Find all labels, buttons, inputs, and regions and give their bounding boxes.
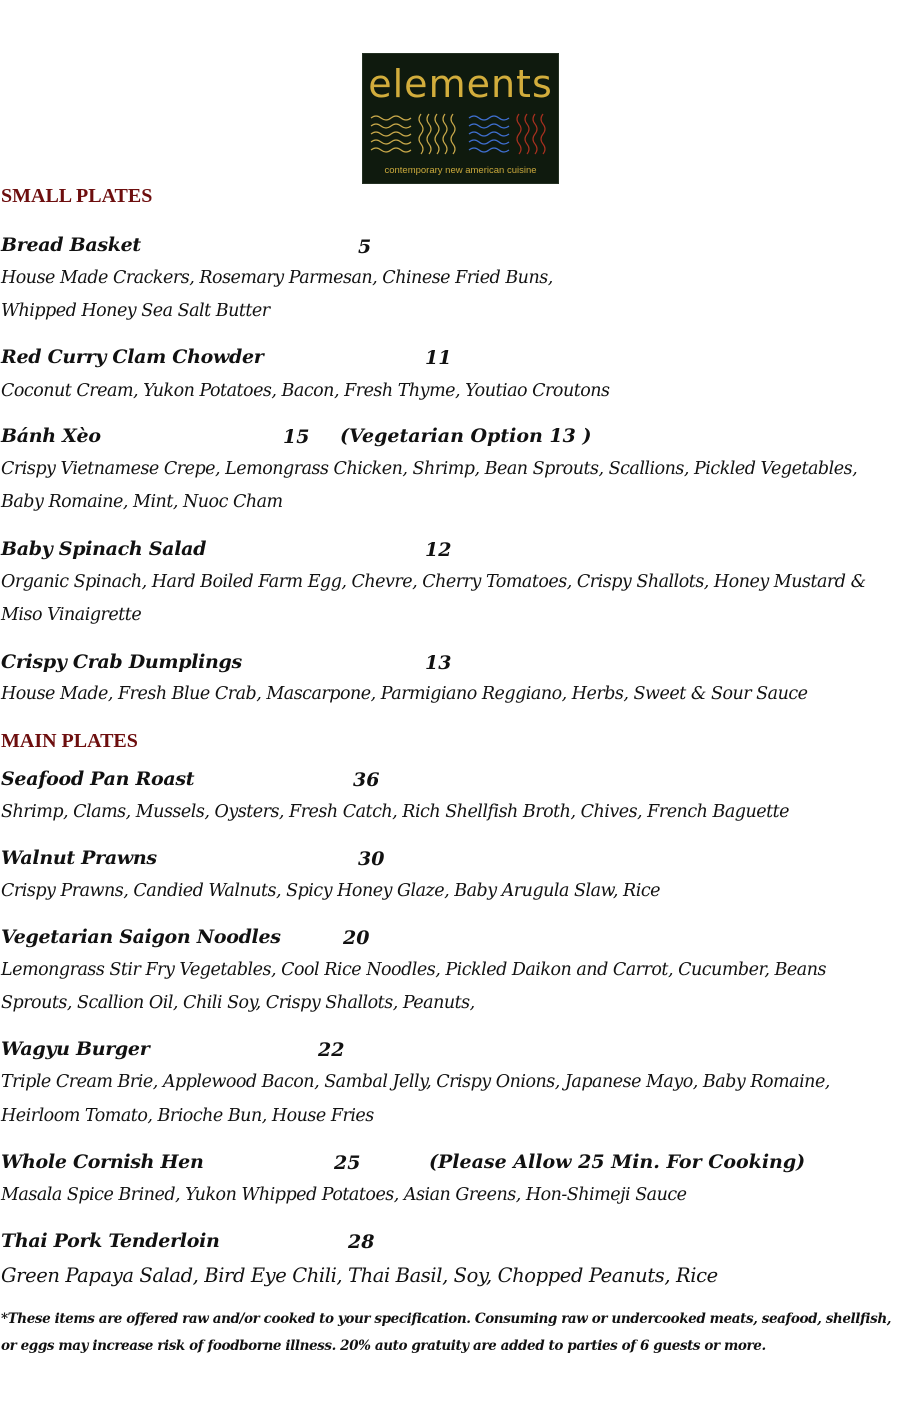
item-desc-pork-tenderloin-1: Green Papaya Salad, Bird Eye Chili, Thai Basil, Soy, Chopped Peanuts, Rice <box>1 1264 718 1287</box>
gold-horizontal-waves <box>371 116 411 152</box>
item-name-bread-basket: Bread Basket <box>1 234 141 256</box>
small-plates-heading: SMALL PLATES <box>1 185 153 207</box>
main-plates-heading: MAIN PLATES <box>1 730 138 752</box>
item-price-wagyu-burger: 22 <box>318 1039 345 1061</box>
item-price-banh-xeo: 15 <box>283 426 310 448</box>
item-desc-banh-xeo-1: Crispy Vietnamese Crepe, Lemongrass Chicken, Shrimp, Bean Sprouts, Scallions, Pickled Vegetables, <box>1 459 858 479</box>
item-name-spinach-salad: Baby Spinach Salad <box>1 538 207 560</box>
item-name-crab-dumplings: Crispy Crab Dumplings <box>1 651 242 673</box>
item-name-pork-tenderloin: Thai Pork Tenderloin <box>1 1230 220 1252</box>
item-desc-cornish-hen-1: Masala Spice Brined, Yukon Whipped Potatoes, Asian Greens, Hon-Shimeji Sauce <box>1 1185 687 1205</box>
item-price-walnut-prawns: 30 <box>358 848 385 870</box>
item-name-walnut-prawns: Walnut Prawns <box>1 847 157 869</box>
wave-lines-icon <box>369 112 554 157</box>
item-desc-wagyu-burger-1: Triple Cream Brie, Applewood Bacon, Sambal Jelly, Crispy Onions, Japanese Mayo, Baby Romaine, <box>1 1072 830 1092</box>
item-desc-bread-basket-1: House Made Crackers, Rosemary Parmesan, Chinese Fried Buns, <box>1 268 553 288</box>
logo-wordmark: elements <box>368 62 553 106</box>
item-desc-bread-basket-2: Whipped Honey Sea Salt Butter <box>1 301 270 321</box>
item-desc-saigon-noodles-1: Lemongrass Stir Fry Vegetables, Cool Rice Noodles, Pickled Daikon and Carrot, Cucumber, Beans <box>1 960 826 980</box>
item-name-clam-chowder: Red Curry Clam Chowder <box>1 346 264 368</box>
item-desc-seafood-pan-roast-1: Shrimp, Clams, Mussels, Oysters, Fresh Catch, Rich Shellfish Broth, Chives, French Baguette <box>1 802 789 822</box>
item-desc-banh-xeo-2: Baby Romaine, Mint, Nuoc Cham <box>1 492 283 512</box>
restaurant-logo <box>362 53 559 184</box>
food-safety-footnote: *These items are offered raw and/or cooked to your specification. Consuming raw or undercooked meats, seafood, shellfish, or eggs may increase risk of foodborne illness. 20% auto gratuity are added to parties of 6 guests or more. <box>1 1311 892 1354</box>
item-price-seafood-pan-roast: 36 <box>353 769 380 791</box>
item-note-banh-xeo: (Vegetarian Option 13 ) <box>340 425 592 447</box>
item-price-cornish-hen: 25 <box>334 1152 361 1174</box>
item-price-crab-dumplings: 13 <box>425 652 452 674</box>
gold-vertical-waves <box>419 114 455 154</box>
item-price-saigon-noodles: 20 <box>343 927 370 949</box>
item-desc-clam-chowder-1: Coconut Cream, Yukon Potatoes, Bacon, Fresh Thyme, Youtiao Croutons <box>1 381 610 401</box>
item-price-bread-basket: 5 <box>358 236 372 258</box>
item-price-spinach-salad: 12 <box>425 539 452 561</box>
red-vertical-waves <box>517 114 545 154</box>
item-desc-spinach-salad-1: Organic Spinach, Hard Boiled Farm Egg, Chevre, Cherry Tomatoes, Crispy Shallots, Honey Mustard & <box>1 572 866 592</box>
item-desc-crab-dumplings-1: House Made, Fresh Blue Crab, Mascarpone, Parmigiano Reggiano, Herbs, Sweet & Sour Sauce <box>1 684 808 704</box>
item-price-pork-tenderloin: 28 <box>348 1231 375 1253</box>
blue-horizontal-waves <box>469 116 509 152</box>
item-name-cornish-hen: Whole Cornish Hen <box>1 1151 204 1173</box>
item-name-seafood-pan-roast: Seafood Pan Roast <box>1 768 195 790</box>
item-note-cornish-hen: (Please Allow 25 Min. For Cooking) <box>429 1151 806 1173</box>
logo-tagline: contemporary new american cuisine <box>384 165 537 176</box>
item-price-clam-chowder: 11 <box>425 347 452 369</box>
item-name-wagyu-burger: Wagyu Burger <box>1 1038 150 1060</box>
item-name-banh-xeo: Bánh Xèo <box>1 425 101 447</box>
item-name-saigon-noodles: Vegetarian Saigon Noodles <box>1 926 281 948</box>
item-desc-saigon-noodles-2: Sprouts, Scallion Oil, Chili Soy, Crispy Shallots, Peanuts, <box>1 993 475 1013</box>
item-desc-wagyu-burger-2: Heirloom Tomato, Brioche Bun, House Fries <box>1 1106 374 1126</box>
item-desc-spinach-salad-2: Miso Vinaigrette <box>1 605 142 625</box>
item-desc-walnut-prawns-1: Crispy Prawns, Candied Walnuts, Spicy Honey Glaze, Baby Arugula Slaw, Rice <box>1 881 660 901</box>
